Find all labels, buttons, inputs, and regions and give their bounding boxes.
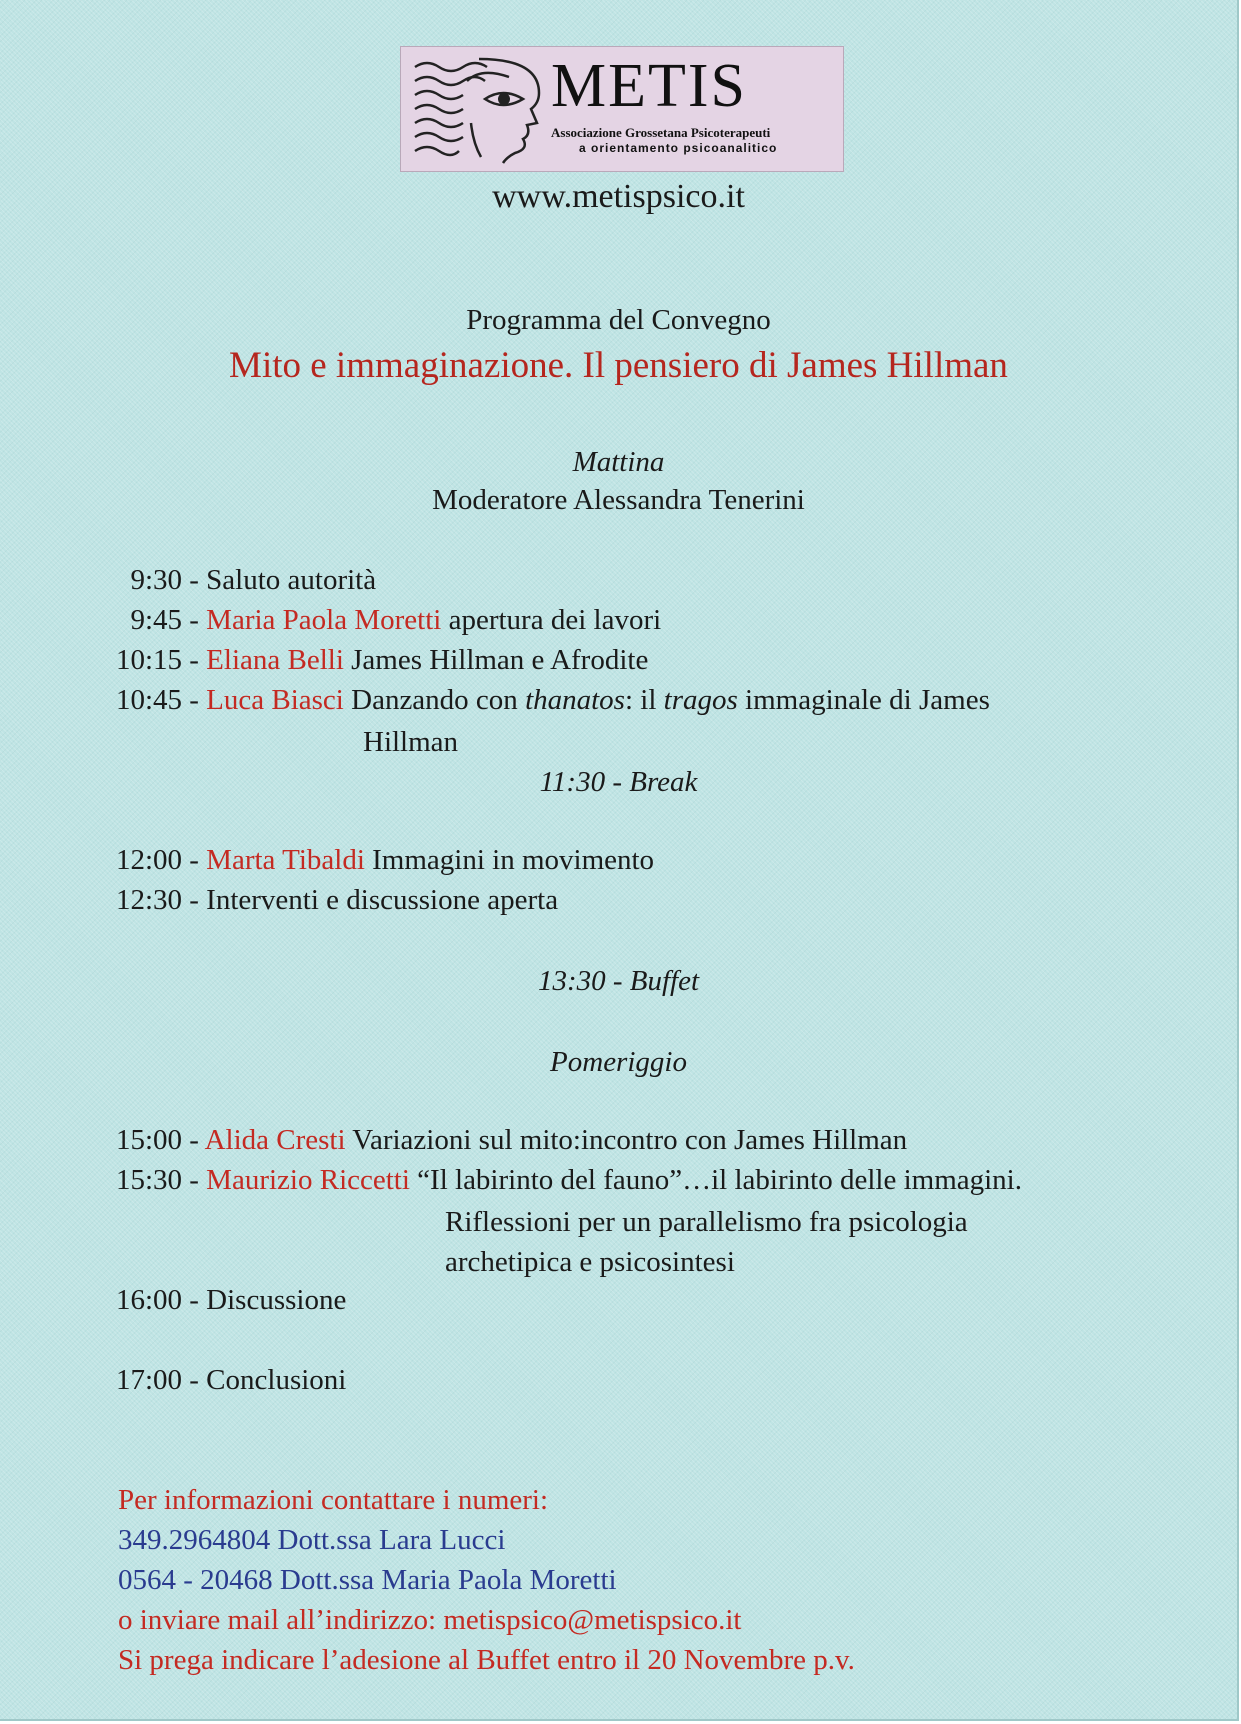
item-text: Discussione [206, 1284, 347, 1316]
schedule-row: 9:30 - Saluto autorità [82, 566, 376, 595]
schedule-row: 16:00 - Discussione [82, 1286, 346, 1315]
contact-phone-1: 349.2964804 Dott.ssa Lara Lucci [118, 1524, 506, 1556]
conference-title: Mito e immaginazione. Il pensiero di James Hillman [229, 345, 1008, 386]
speaker-name: Alida Cresti [204, 1124, 346, 1156]
item-text: Conclusioni [206, 1364, 347, 1396]
morning-heading: Mattina [572, 446, 665, 478]
time: 10:15 [115, 644, 182, 676]
time: 15:00 [115, 1124, 182, 1156]
schedule-row: 15:00 - Alida Cresti Variazioni sul mito:incontro con James Hillman [82, 1126, 907, 1155]
contact-intro: Per informazioni contattare i numeri: [118, 1484, 549, 1516]
item-text: Saluto autorità [206, 564, 377, 596]
schedule-row: 12:00 - Marta Tibaldi Immagini in movimento [82, 846, 654, 875]
time: 9:45 [130, 604, 182, 636]
item-text: “Il labirinto del fauno”…il labirinto delle immagini. [409, 1164, 1022, 1196]
contact-email: o inviare mail all’indirizzo: metispsico@metispsico.it [118, 1604, 742, 1636]
schedule-row: 15:30 - Maurizio Riccetti “Il labirinto del fauno”…il labirinto delle immagini. [82, 1166, 1022, 1195]
break-label: 11:30 - Break [539, 766, 698, 798]
website-url: www.metispsico.it [492, 178, 745, 215]
time: 12:00 [115, 844, 182, 876]
item-continuation: archetipica e psicosintesi [445, 1246, 735, 1278]
speaker-name: Maria Paola Moretti [206, 604, 442, 636]
speaker-name: Eliana Belli [206, 644, 344, 676]
schedule-row: 10:15 - Eliana Belli James Hillman e Afrodite [82, 646, 648, 675]
item-text: Variazioni sul mito:incontro con James Hillman [345, 1124, 908, 1156]
speaker-name: Maurizio Riccetti [206, 1164, 410, 1196]
afternoon-heading: Pomeriggio [550, 1046, 687, 1078]
logo-name: METIS [551, 52, 747, 120]
metis-logo [400, 46, 844, 172]
time: 15:30 [115, 1164, 182, 1196]
moderator: Moderatore Alessandra Tenerini [432, 484, 805, 516]
schedule-row: 9:45 - Maria Paola Moretti apertura dei lavori [82, 606, 661, 635]
time: 17:00 [115, 1364, 182, 1396]
item-continuation: Riflessioni per un parallelismo fra psicologia [445, 1206, 968, 1238]
schedule-row: 10:45 - Luca Biasci Danzando con thanatos: il tragos immaginale di James [82, 686, 990, 715]
item-text: Interventi e discussione aperta [206, 884, 559, 916]
logo-subtitle-2: a orientamento psicoanalitico [579, 141, 778, 155]
schedule-row: 17:00 - Conclusioni [82, 1366, 346, 1395]
time: 10:45 [115, 684, 182, 716]
speaker-name: Luca Biasci [206, 684, 344, 716]
program-label: Programma del Convegno [466, 304, 771, 336]
item-text: James Hillman e Afrodite [343, 644, 649, 676]
logo-subtitle-1: Associazione Grossetana Psicoterapeuti [551, 125, 771, 140]
buffet-label: 13:30 - Buffet [537, 965, 700, 997]
item-text: apertura dei lavori [441, 604, 662, 636]
item-continuation: Hillman [363, 726, 459, 758]
time: 16:00 [115, 1284, 182, 1316]
speaker-name: Marta Tibaldi [206, 844, 365, 876]
face-wave-logo-icon [411, 53, 546, 165]
item-text: Immagini in movimento [364, 844, 655, 876]
schedule-row: 12:30 - Interventi e discussione aperta [82, 886, 558, 915]
buffet-note: Si prega indicare l’adesione al Buffet entro il 20 Novembre p.v. [118, 1644, 855, 1676]
time: 12:30 [115, 884, 182, 916]
time: 9:30 [130, 564, 182, 596]
contact-phone-2: 0564 - 20468 Dott.ssa Maria Paola Moretti [118, 1564, 617, 1596]
